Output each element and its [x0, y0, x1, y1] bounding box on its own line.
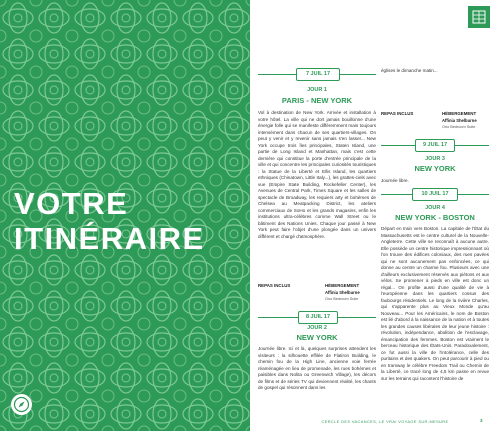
day3-description: Journée libre.: [381, 178, 409, 183]
compass-icon: [11, 394, 32, 415]
accommodation-label: HÉBERGEMENT: [325, 283, 360, 288]
date-badge-day3: 9 JUIL 17: [415, 139, 455, 152]
accommodation-label: HÉBERGEMENT: [442, 111, 477, 116]
room-type: Ono Bedroom Suite: [442, 125, 476, 129]
title-line-2: ITINÉRAIRE: [14, 221, 205, 256]
day2-description: Journée libre. Ici et là, quelques surprises attendent les visiteurs : la silhouette effilée de Flatiron Building, le chemin fou de la High Line, ancienne voie ferrée réaménagée en lieu de promenade, les rues bohèmes et paisibles dans Nolita ou Greenwich Village), les décors de films et de séries TV qui deviennent réalité, les chants de gospel qui résonnent dans les: [258, 346, 376, 390]
title-line-1: VOTRE: [14, 186, 129, 221]
day4-label: JOUR 4: [425, 205, 445, 211]
day1-label: JOUR 1: [307, 87, 327, 93]
day3-label: JOUR 3: [425, 156, 445, 162]
date-badge-day4: 10 JUIL 17: [412, 188, 458, 201]
meals-included-label: REPAS INCLUS: [381, 111, 414, 116]
room-type: Ono Bedroom Suite: [325, 297, 359, 301]
date-badge-day1: 7 JUIL 17: [296, 68, 340, 81]
day4-heading: NEW YORK - BOSTON: [395, 213, 475, 222]
hotel-name: Affinia Shelburne: [442, 118, 477, 123]
day3-heading: NEW YORK: [414, 164, 456, 173]
meals-included-label: REPAS INCLUS: [258, 283, 291, 288]
hotel-name: Affinia Shelburne: [325, 290, 360, 295]
date-badge-day2: 8 JUIL 17: [298, 311, 338, 324]
day2-heading: NEW YORK: [296, 333, 338, 342]
day4-description: Départ en train vers Boston. La capitale de l'État du Massachusetts est le centre culturel de la Nouvelle-Angleterre. Cette ville se reconnaît à aucune autre. Elle possède un centre historique impressionnant où l'on trouve des édifices coloniaux, des rues pavées qui ne sont aucunement pas enfoncées, ce qui donne au centre un charme fou. Plusieurs avec une d'ailleurs exclusivement réservés aux piétons et aux vélos. Se promener à pieds en ville est donc un régal... On profite aussi d'une qualité de vie à l'européenne dans les quartiers cossus des faubourgs résidentiels. Le long de la rivière Charles, qui s'apparente plus au Vieux Monde qu'au Nouveau... Pour les Américains, le nom de Boston est lié d'abord à la naissance de la nation et à toutes les grandes causes libérales de leur jeune histoire : révolution, indépendance, abolition de l'esclavage, émancipation des femmes. Boston est vraiment le berceau historique des États-Unis. Paradoxalement, ce fut aussi la ville de l'intolérance, celle des puritains et des quakers. On peut parcourir à pied ou en tramway le célèbre Freedom Trail ou Chemin de la Liberté, ce tracé long de 4,5 km passe en revue sur les terrains qui racontent l'histoire de: [381, 226, 489, 381]
day1-description: Vol à destination de New York. Arrivée et installation à votre hôtel. La ville qui ne dort jamais bouillonne d'une énergie folle qui se manifeste différemment mais toujours intensément dans chacun de ses quartiers-villages. On peut y venir et y revenir sans jamais s'en lasser... New York occupe trois îles principales, Staten Island, une partie de Long Island et Manhattan, mais c'est cette dernière qui constitue la porte d'entrée principale de la ville et qui concentre les principales curiosités touristiques : la Statue de la Liberté et Ellis Island, les quartiers ethniques (Chinatown, Little Italy...), les grattes-ciels avec vue (Empire State Building, Rockefeller Center), les Avenues de Central Park, Times Square et les salles de spectacle de Broadway, les requiers arty et bohèmes de Chelsea au Meatpacking District, les ateliers commerciaux de SoHo et les grands magasins, enfin les institutions ultra-célèbres comme Wall Street ou le bâtiment des Nations Unies. Chaque jour passé à New York peut faire l'objet d'une plongée dans un univers différent et chargé d'atmosphère.: [258, 110, 376, 239]
map-icon: [468, 6, 490, 28]
footer-tagline: CERCLE DES VACANCES, LE VRAI VOYAGE SUR-MESURE: [321, 419, 449, 424]
page-title: [14, 186, 244, 256]
day2-label: JOUR 2: [307, 325, 327, 331]
continued-text: églises le dimanche matin...: [381, 68, 438, 73]
page-number: 3: [480, 418, 483, 423]
day1-heading: PARIS - NEW YORK: [281, 96, 353, 105]
